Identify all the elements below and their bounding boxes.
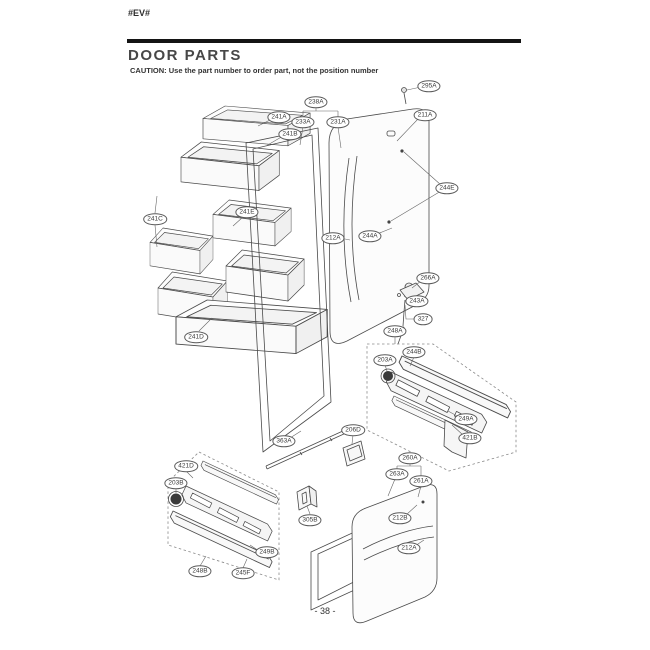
part-balloon-238A: 238A [304,96,327,108]
part-balloon-248A: 248A [383,325,406,337]
page-title: DOOR PARTS [128,47,242,64]
part-balloon-327: 327 [414,313,433,325]
part-balloon-421D: 421D [174,460,198,472]
part-balloon-248B: 248B [188,565,211,577]
part-balloon-244E: 244E [435,182,458,194]
part-balloon-305B: 305B [298,514,321,526]
part-balloon-241D: 241D [184,331,208,343]
part-balloon-233A: 233A [291,116,314,128]
part-balloon-241A: 241A [267,111,290,123]
part-balloon-260A: 260A [398,452,421,464]
part-balloon-211A: 211A [414,109,437,121]
part-balloon-231A: 231A [326,116,349,128]
part-balloon-249B: 249B [255,546,278,558]
part-balloon-249A: 249A [454,413,477,425]
part-balloon-243A: 243A [405,295,428,307]
small-bracket-part [343,441,365,466]
part-balloon-244B: 244B [402,346,425,358]
part-balloon-244A: 244A [358,230,381,242]
part-balloon-245F: 245F [232,567,255,579]
part-balloon-421B: 421B [458,432,481,444]
part-balloon-241B: 241B [278,128,301,140]
door-bins [150,106,327,354]
part-balloon-203A: 203A [373,354,396,366]
part-balloon-212B: 212B [388,512,411,524]
part-balloon-206D: 206D [341,424,365,436]
part-balloon-212A-door: 212A [321,232,344,244]
doc-code: #EV# [128,8,151,18]
part-balloon-212A-drawer: 212A [397,542,420,554]
part-balloon-295A: 295A [417,80,440,92]
part-balloon-263A: 263A [385,468,408,480]
part-balloon-266A: 266A [416,272,439,284]
part-balloon-241C: 241C [143,213,167,225]
part-balloon-241E: 241E [235,206,258,218]
drawer-door [352,485,437,623]
part-balloon-203B: 203B [164,477,187,489]
part-balloon-363A: 363A [272,435,295,447]
page-number: - 38 - [314,606,336,616]
part-balloon-261A: 261A [409,475,432,487]
caution-text: CAUTION: Use the part number to order part, not the position number [130,66,379,75]
